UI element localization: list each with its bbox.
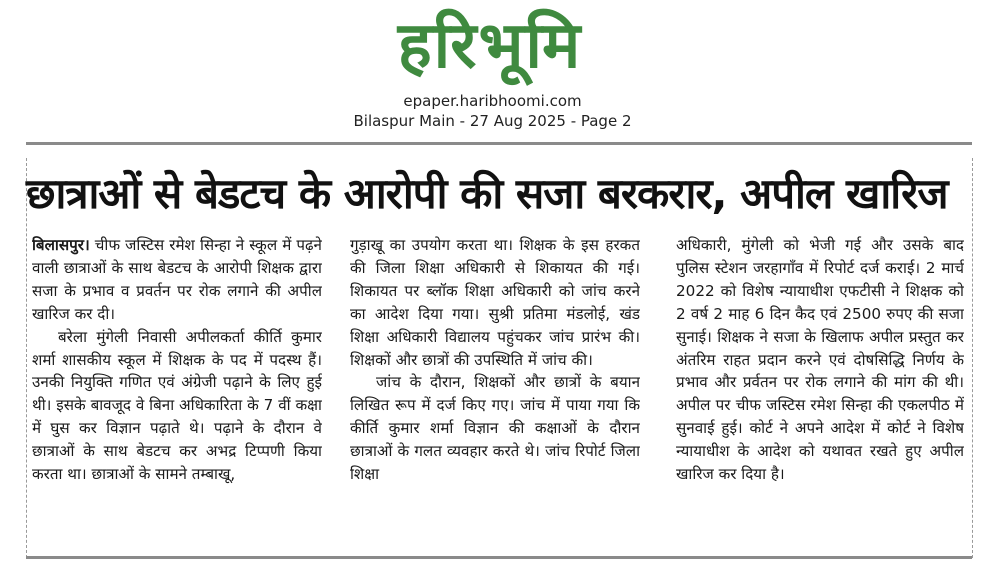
article-column-3 [676, 234, 964, 552]
epaper-url: epaper.haribhoomi.com [403, 92, 582, 110]
article-paragraph-2: बरेला मुंगेली निवासी अपीलकर्ता कीर्ति कुमार शर्मा शासकीय स्कूल में शिक्षक के पद में पदस्थ हैं। उनकी नियुक्ति गणित एवं अंग्रेजी पढ़ाने के लिए हुई थी। इसके बावजूद वे बिना अधिकारिता के 7 वीं कक्षा में घुस कर विज्ञान पढ़ाते थे। पढ़ाने के दौरान वे छात्राओं के साथ बेडटच कर अभद्र टिप्पणी किया करता था। छात्राओं के सामने तम्बाखू, [32, 327, 322, 484]
article-headline: छात्राओं से बेडटच के आरोपी की सजा बरकरार, अपील खारिज [26, 169, 948, 218]
top-rule-divider [26, 142, 972, 145]
newspaper-logo: हरिभूमि [397, 9, 583, 83]
paragraph-1-text: चीफ जस्टिस रमेश सिन्हा ने स्कूल में पढ़ने वाली छात्राओं के साथ बेडटच के आरोपी शिक्षक द्वारा सजा के प्रभाव व प्रवर्तन पर रोक लगाने की अपील खारिज कर दी। [32, 236, 322, 323]
masthead [0, 0, 985, 140]
article-paragraph-4: जांच के दौरान, शिक्षकों और छात्रों के बयान लिखित रूप में दर्ज किए गए। जांच में पाया गया कि कीर्ति कुमार शर्मा विज्ञान की कक्षाओं के दौरान छात्राओं के गलत व्यवहार करते थे। जांच रिपोर्ट जिला शिक्षा [350, 373, 640, 484]
article-paragraph-5: अधिकारी, मुंगेली को भेजी गई और उसके बाद पुलिस स्टेशन जरहागाँव में रिपोर्ट दर्ज कराई। 2 मार्च 2022 को विशेष न्यायाधीश एफटीसी ने शिक्षक को 2 वर्ष 2 माह 6 दिन कैद एवं 2500 रुपए की सजा सुनाई। शिक्षक ने सजा के खिलाफ अपील प्रस्तुत कर अंतरिम राहत प्रदान करने एवं दोषसिद्धि निर्णय के प्रभाव और प्रर्वतन पर रोक लगाने की मांग की थी। अपील पर चीफ जस्टिस रमेश सिन्हा की एकलपीठ में सुनवाई हुई। कोर्ट ने अपने आदेश में कोर्ट ने विशेष न्यायाधीश के आदेश को यथावत रखते हुए अपील खारिज कर दिया है। [676, 236, 964, 484]
right-dashed-border [972, 158, 973, 558]
article-paragraph-3: गुड़ाखू का उपयोग करता था। शिक्षक के इस हरकत की जिला शिक्षा अधिकारी से शिकायत की गई। शिकायत पर ब्लॉक शिक्षा अधिकारी को जांच करने का आदेश दिया गया। सुश्री प्रतिमा मंडलोई, खंड शिक्षा अधिकारी विद्यालय पहुंचकर जांच प्रारंभ की। शिक्षकों और छात्रों की उपस्थिति में जांच की। [350, 236, 640, 369]
edition-info: Bilaspur Main - 27 Aug 2025 - Page 2 [353, 112, 632, 130]
article-column-2 [350, 234, 640, 552]
article-paragraph-1 [32, 234, 322, 326]
article-column-1 [32, 234, 322, 552]
article-dateline: बिलासपुर। [32, 236, 90, 254]
bottom-rule-divider [26, 556, 972, 559]
